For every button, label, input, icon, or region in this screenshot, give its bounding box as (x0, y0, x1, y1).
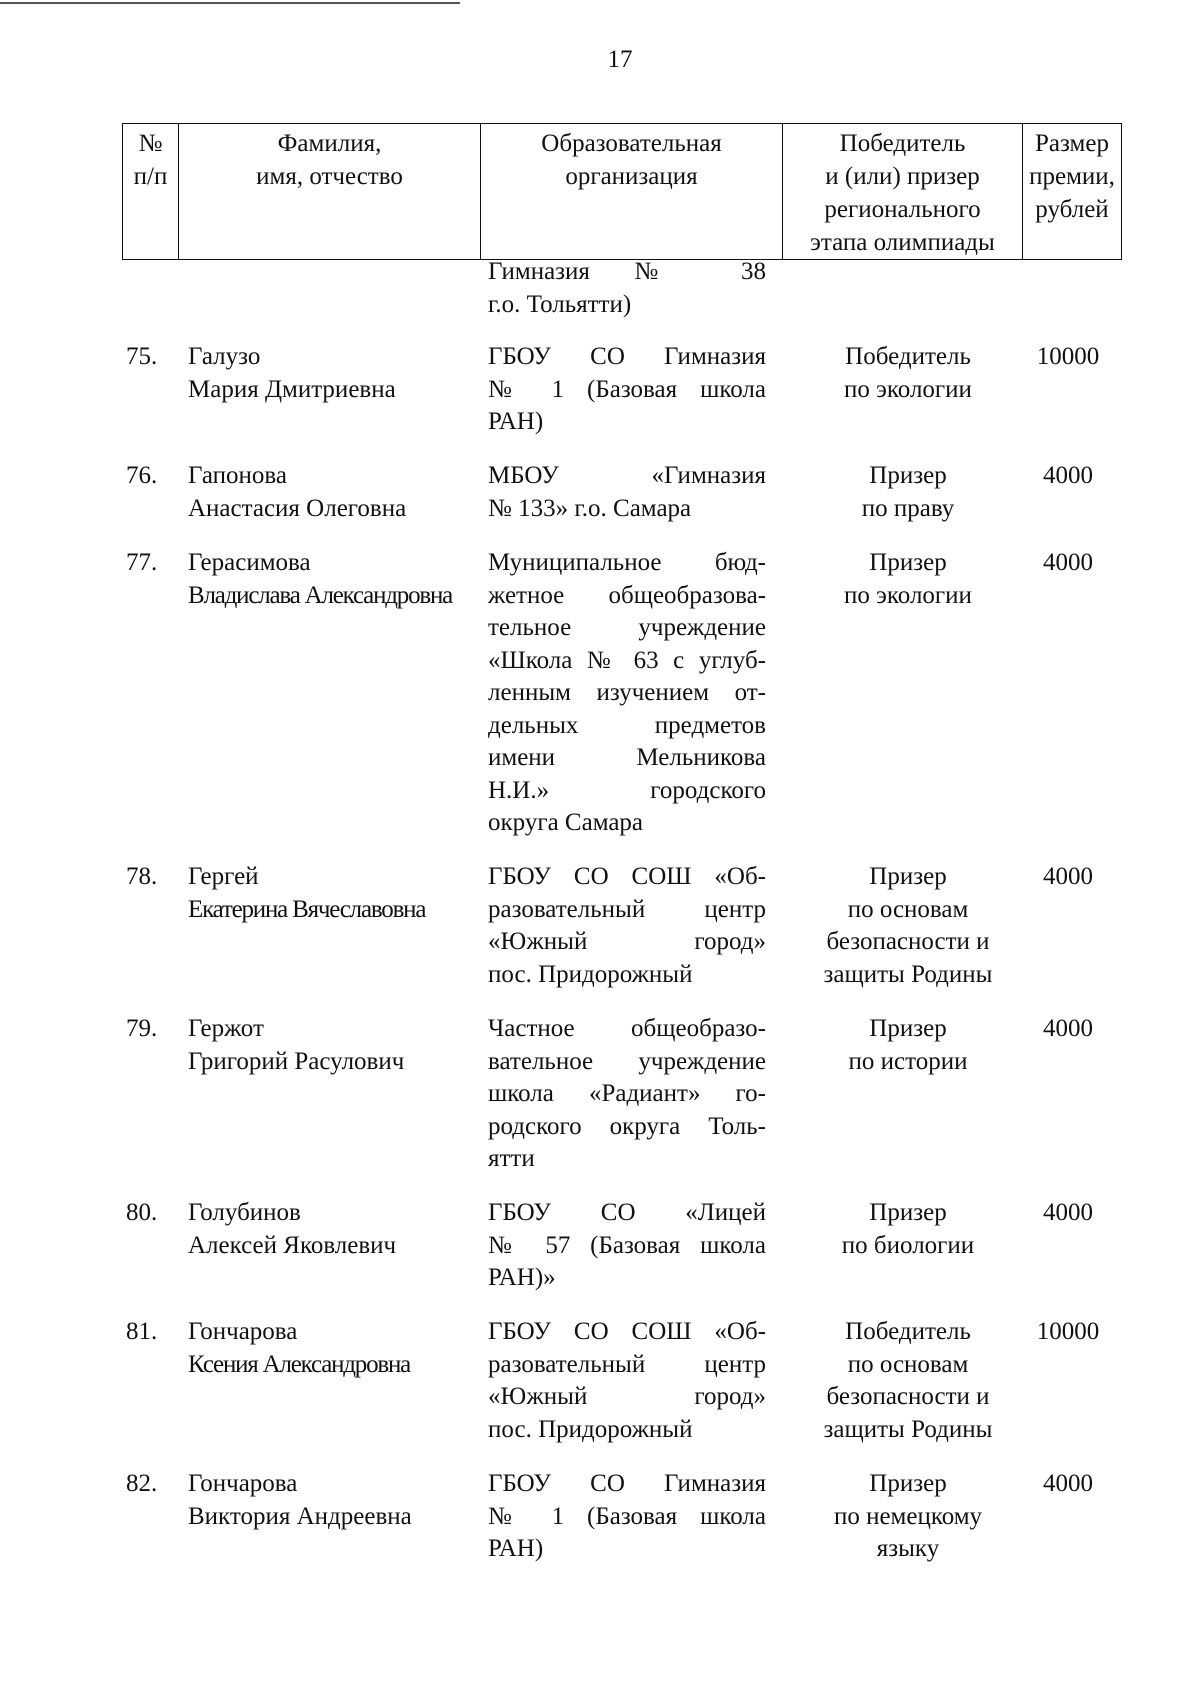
header-name: Фамилия, имя, отчество (179, 124, 481, 260)
row-name: Гержот Григорий Расулович (188, 1015, 405, 1075)
row-name: Гапонова Анастасия Олеговна (188, 462, 407, 522)
row-name: Голубинов Алексей Яковлевич (188, 1199, 397, 1259)
row-number: 82. (126, 1470, 158, 1497)
continuation-organization: Гимназия № 38 г.о. Тольятти) (488, 258, 766, 318)
row-name: Гончарова Виктория Андреевна (188, 1470, 412, 1530)
row-organization: ГБОУ СО СОШ «Об- разовательный центр «Южный город» пос. Придорожный (488, 863, 766, 988)
row-award: Призер по праву (861, 462, 955, 522)
row-prize: 4000 (1043, 462, 1093, 489)
page-number: 17 (607, 46, 633, 73)
scan-artifact-line (0, 2, 460, 4)
header-prize: Размер премии, рублей (1023, 124, 1122, 260)
row-organization: Муниципальное бюд- жетное общеобразова- тельное учреждение «Школа № 63 с углуб- ленным изучением от- дельных предметов имени Мельникова Н.И.» городского округа Самара (488, 549, 766, 836)
row-name: Гергей Екатерина Вячеславовна (188, 863, 426, 923)
row-number: 75. (126, 343, 158, 370)
row-number: 80. (126, 1199, 158, 1226)
row-name: Гончарова Ксения Александровна (188, 1318, 411, 1378)
row-organization: ГБОУ СО СОШ «Об- разовательный центр «Южный город» пос. Придорожный (488, 1318, 766, 1443)
header-number: № п/п (123, 124, 179, 260)
row-prize: 4000 (1043, 549, 1093, 576)
row-organization: ГБОУ СО Гимназия № 1 (Базовая школа РАН) (488, 1470, 766, 1562)
header-organization: Образовательная организация (481, 124, 783, 260)
row-organization: МБОУ «Гимназия № 133» г.о. Самара (488, 462, 766, 522)
row-award: Призер по биологии (841, 1199, 975, 1259)
row-award: Победитель по экологии (844, 343, 972, 403)
row-prize: 4000 (1043, 1470, 1093, 1497)
header-row (123, 124, 1122, 260)
row-organization: Частное общеобразо- вательное учреждение школа «Радиант» го- родского округа Толь- ятти (488, 1015, 766, 1172)
row-award: Призер по экологии (844, 549, 972, 609)
header-award: Победитель и (или) призер регионального этапа олимпиады (783, 124, 1023, 260)
row-organization: ГБОУ СО Гимназия № 1 (Базовая школа РАН) (488, 343, 766, 435)
row-prize: 4000 (1043, 1015, 1093, 1042)
row-prize: 10000 (1036, 343, 1100, 370)
row-award: Призер по немецкому языку (833, 1470, 983, 1562)
table-header (122, 123, 1122, 260)
row-award: Призер по основам безопасности и защиты Родины (823, 863, 993, 988)
row-award: Победитель по основам безопасности и защиты Родины (823, 1318, 993, 1443)
row-organization: ГБОУ СО «Лицей № 57 (Базовая школа РАН)» (488, 1199, 766, 1291)
row-name: Герасимова Владислава Александровна (188, 549, 453, 609)
row-number: 79. (126, 1015, 158, 1042)
row-number: 78. (126, 863, 158, 890)
row-number: 77. (126, 549, 158, 576)
row-prize: 4000 (1043, 1199, 1093, 1226)
row-name: Галузо Мария Дмитриевна (188, 343, 396, 403)
row-prize: 4000 (1043, 863, 1093, 890)
row-prize: 10000 (1036, 1318, 1100, 1345)
row-award: Призер по истории (848, 1015, 968, 1075)
row-number: 76. (126, 462, 158, 489)
row-number: 81. (126, 1318, 158, 1345)
